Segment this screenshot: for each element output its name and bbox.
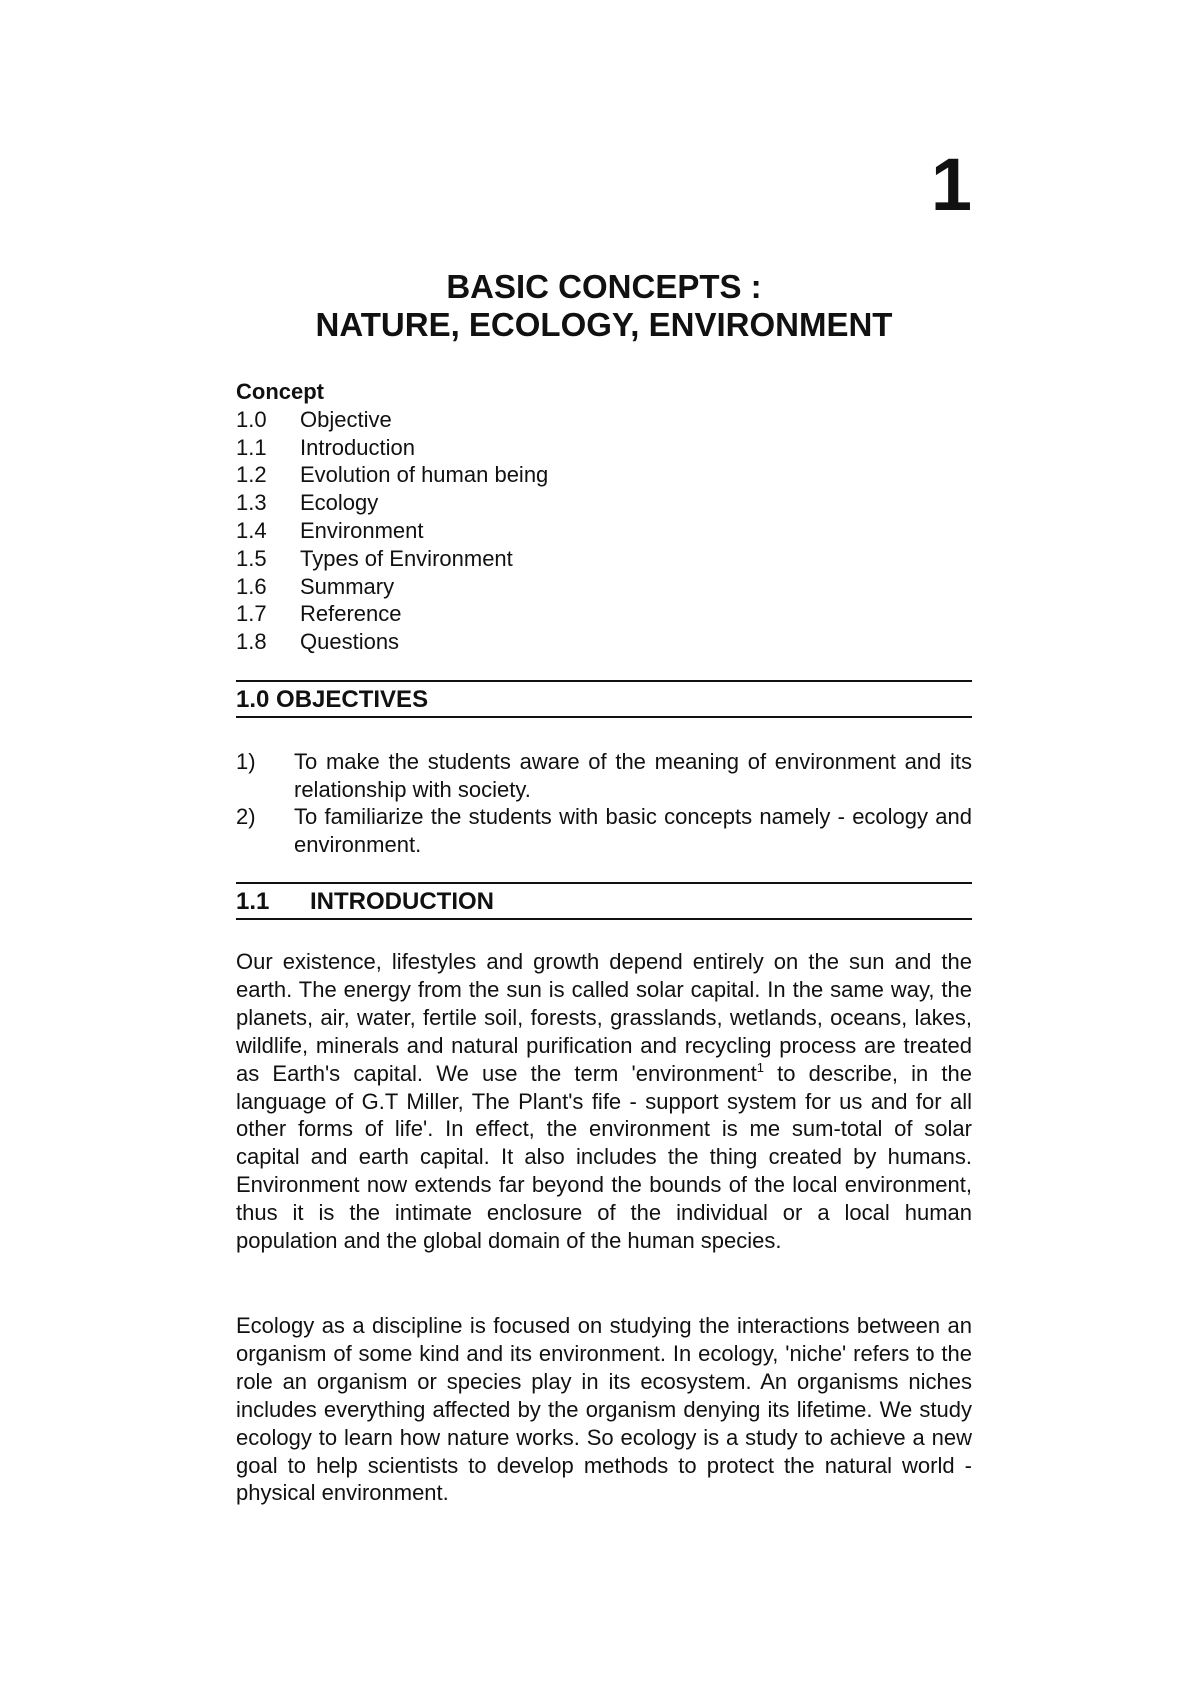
paragraph-text: to describe, in the language of G.T Miller, The Plant's fife - support system for us and for all other forms of life'. In effect, the environment is me sum-total of solar capital and earth capital. It also includes the thing created by humans. Environment now extends far beyond the bounds of the local environment, thus it is the intimate enclosure of the individual or a local human population and the global domain of the human species. (236, 1060, 972, 1254)
concept-item-number: 1.2 (236, 462, 267, 488)
concept-item-number: 1.1 (236, 434, 267, 460)
introduction-section-header (236, 882, 972, 920)
concept-item (236, 489, 972, 517)
chapter-title-line-1: BASIC CONCEPTS : (446, 268, 762, 305)
concept-item-number: 1.6 (236, 573, 267, 599)
introduction-number: 1.1 (236, 888, 270, 915)
concept-item-label: Questions (300, 629, 400, 655)
chapter-number: 1 (930, 143, 972, 226)
concept-list (236, 378, 972, 656)
concept-item-label: Ecology (300, 490, 379, 516)
objective-number: 1) (236, 749, 256, 774)
concept-item (236, 517, 972, 545)
footnote-marker: 1 (756, 1059, 765, 1075)
concept-item-number: 1.5 (236, 545, 267, 571)
objective-text: To familiarize the students with basic concepts namely - ecology and environment. (294, 804, 972, 857)
concept-item-number: 1.4 (236, 517, 267, 543)
concept-item-label: Introduction (300, 434, 415, 460)
concept-item (236, 545, 972, 573)
concept-item-number: 1.3 (236, 490, 267, 516)
objectives-heading-text: 1.0 OBJECTIVES (236, 686, 429, 713)
introduction-heading-text: INTRODUCTION (310, 888, 494, 915)
objective-number: 2) (236, 804, 256, 830)
concept-item (236, 461, 972, 489)
concept-item (236, 573, 972, 601)
objectives-list (236, 748, 972, 858)
concept-item-label: Reference (300, 601, 402, 627)
concept-item-number: 1.7 (236, 601, 267, 627)
concept-item-number: 1.8 (236, 629, 267, 655)
concept-item-label: Evolution of human being (300, 462, 549, 488)
objectives-heading (236, 680, 972, 718)
concept-item-label: Types of Environment (300, 545, 513, 571)
concept-item-label: Summary (300, 573, 395, 599)
concept-item (236, 406, 972, 434)
concept-item-label: Objective (300, 406, 392, 432)
list-item (236, 803, 972, 858)
concept-item-label: Environment (300, 517, 424, 543)
concept-item (236, 628, 972, 656)
list-item (236, 748, 972, 803)
introduction-paragraph-2: Ecology as a discipline is focused on studying the interactions between an organism of some kind and its environment. In ecology, 'niche' refers to the role an organism or species play in its ecosystem. An organisms niches includes everything affected by the organism denying its lifetime. We study ecology to learn how nature works. So ecology is a study to achieve a new goal to help scientists to develop methods to protect the natural world - physical environment. (236, 1313, 972, 1506)
objectives-section-header (236, 680, 972, 718)
concept-item (236, 434, 972, 462)
concept-heading: Concept (236, 379, 324, 404)
concept-item (236, 600, 972, 628)
introduction-paragraph-1 (236, 948, 972, 1255)
chapter-title-line-2: NATURE, ECOLOGY, ENVIRONMENT (315, 306, 893, 343)
chapter-title (236, 268, 972, 344)
paragraph-text: Our existence, lifestyles and growth depend entirely on the sun and the earth. The energy from the sun is called solar capital. In the same way, the planets, air, water, fertile soil, forests, grasslands, wetlands, oceans, lakes, wildlife, minerals and natural purification and recycling process are treated as Earth's capital. We use the term 'environment (236, 949, 972, 1086)
concept-item-number: 1.0 (236, 406, 267, 432)
introduction-heading (236, 882, 972, 920)
objective-text: To make the students aware of the meaning of environment and its relationship with society. (294, 749, 972, 802)
